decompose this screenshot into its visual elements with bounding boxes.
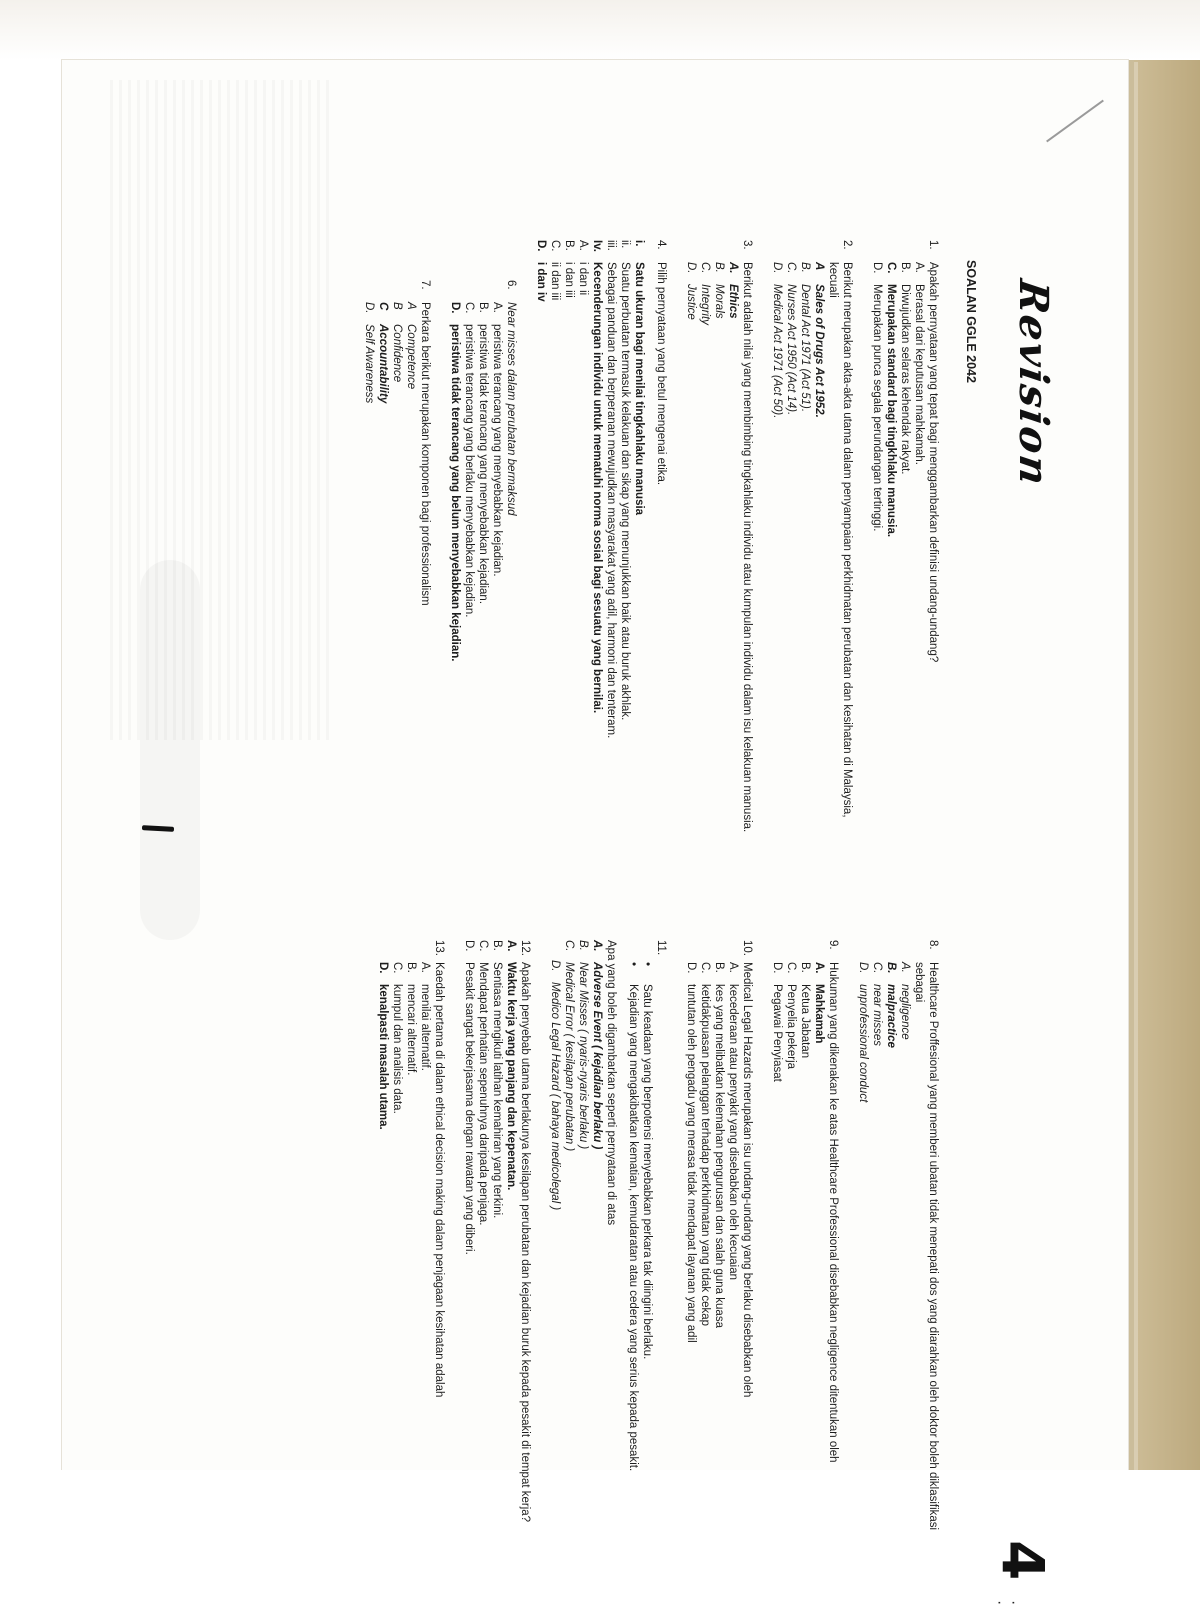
option-c: C. ii dan iii	[549, 240, 561, 301]
question-number: 7.	[419, 280, 431, 290]
question-number: 3.	[741, 240, 753, 250]
handwritten-page-mark: 4	[989, 1540, 1057, 1581]
option-b: B. Near Misses ( nyaris-nyaris berlaku )	[577, 940, 589, 1150]
question-13	[376, 940, 446, 1560]
option-c: C. near misses	[871, 962, 883, 1046]
rotated-page-content	[0, 240, 1057, 1620]
question-text: Perkara berikut merupakan komponen bagi professionalism	[419, 302, 431, 606]
question-text: Medical Legal Hazards merupakan isu undang-undang yang berlaku disebabkan oleh	[741, 962, 753, 1398]
option-b: B. malpractice	[885, 962, 897, 1048]
handwritten-title: Revision	[1010, 276, 1057, 490]
question-number: 4.	[655, 240, 667, 250]
option-c: C Accountability	[377, 302, 389, 404]
question-text: Berikut adalah nilai yang membimbing tingkahlaku individu atau kumpulan individu dalam isu kelakuan manusia.	[741, 262, 753, 833]
option-a: A. peristiwa terancang yang menyebabkan kejadian.	[491, 302, 503, 577]
question-text: Pilih pernyataan yang betul mengenai etika.	[655, 262, 667, 486]
option-b: B. Sentiasa mengikuti latihan kemahiran yang terkini.	[491, 940, 503, 1219]
question-4	[534, 240, 668, 840]
option-a: A. Mahkamah	[813, 962, 825, 1044]
question-number: 13.	[433, 940, 445, 956]
option-c: C. ketidakpuasan pelanggan terhadap perkhidmatan yang tidak cekap	[699, 962, 711, 1327]
option-d: D. unprofessional conduct	[857, 962, 869, 1103]
option-c: C. Mendapat perhatian sepenuhnya daripada penjaga.	[477, 940, 489, 1226]
option-a: A. Adverse Event ( kejadian berlaku )	[591, 940, 603, 1150]
question-8	[856, 940, 940, 1560]
question-number: 8.	[927, 940, 939, 950]
question-9	[770, 940, 840, 1560]
option-b: B. peristiwa tidak terancang yang menyebabkan kejadian.	[477, 302, 489, 605]
option-c: C. Penyelia pekerja	[785, 962, 797, 1070]
bullet-1: • Satu keadaan yang berpotensi menyebabkan perkara tak diingini berlaku.	[641, 962, 653, 1360]
option-d: D. peristiwa tidak terancang yang belum menyebabkan kejadian.	[449, 302, 461, 662]
question-number: 1.	[927, 240, 939, 250]
exam-title: SOALAN GGLE 2042	[964, 260, 978, 383]
question-text: Apakah penyebab utama berlakunya kesilapan perubatan dan kejadian buruk kepada pesakit di tempat kerja?	[519, 962, 531, 1523]
question-11	[548, 940, 668, 1560]
question-text: Kaedah pertama di dalam ethical decision making dalam penjagaan kesihatan adalah	[433, 962, 445, 1398]
option-c: C. Integrity	[699, 262, 711, 325]
question-7	[362, 280, 432, 840]
option-a: A. negligence	[899, 962, 911, 1040]
ink-dots: · ·	[991, 1600, 1022, 1610]
option-b: B Confidence	[391, 302, 403, 383]
statement-i: i. Satu ukuran bagi menilai tingkahlaku manusia	[633, 240, 645, 516]
option-b: B. i dan iii	[563, 240, 575, 298]
option-c: C. Medical Error ( kesilapan perubatan )	[563, 940, 575, 1152]
option-c: C. Nurses Act 1950 (Act 14).	[785, 262, 797, 416]
option-c: C. peristiwa terancang yang berlaku menyebabkan kejadian.	[463, 302, 475, 618]
question-1	[870, 240, 940, 840]
question-2	[770, 240, 854, 840]
question-text: Near misses dalam perubatan bermaksud	[505, 302, 517, 516]
option-d: D. i dan iv	[535, 240, 547, 302]
option-d: D. kenalpasti masalah utama.	[377, 962, 389, 1130]
option-a: A. kecederaan atau penyakit yang disebabkan oleh kecuaian	[727, 962, 739, 1281]
option-d: D. Pegawai Penyiasat	[771, 962, 783, 1082]
scan-top-margin	[0, 0, 1200, 60]
option-b: B. mencari alternatif.	[405, 962, 417, 1076]
option-a: A Competence	[405, 302, 417, 390]
option-a: A. Waktu kerja yang panjang dan kepenatan.	[505, 940, 517, 1191]
option-d: D. Justice	[685, 262, 697, 320]
option-a: A. Ethics	[727, 262, 739, 319]
option-b: B. Ketua Jabatan	[799, 962, 811, 1059]
question-number: 11.	[655, 940, 667, 956]
option-d: D. tuntutan oleh pengadu yang merasa tidak mendapat layanan yang adil	[685, 962, 697, 1343]
left-column	[346, 240, 940, 840]
option-b: B. Dental Act 1971 (Act 51).	[799, 262, 811, 413]
option-a: A Sales of Drugs Act 1952.	[813, 262, 825, 418]
option-b: B. Morals	[713, 262, 725, 319]
question-12	[462, 940, 532, 1560]
bullet-2: • Kejadian yang mengakibatkan kematian, kemudaratan atau cedera yang serius kepada pesakit.	[627, 962, 639, 1472]
question-text: Berikut merupakan akta-akta utama dalam penyampaian perkhidmatan perubatan dan kesihatan di Malaysia, kecuali	[827, 262, 853, 818]
statement-iii: iii. Sebagai panduan dan berperanan mewujudkan masyarakat yang adil, harmoni dan tenteram.	[605, 240, 617, 739]
option-a: A. i dan ii	[577, 240, 589, 296]
question-3	[684, 240, 754, 840]
question-10	[684, 940, 754, 1560]
option-d: D. Medico Legal Hazard ( bahaya medicolegal )	[549, 960, 561, 1211]
question-text: Apakah pernyataan yang tepat bagi menggambarkan definisi undang-undang?	[927, 262, 939, 663]
option-d: D. Medical Act 1971 (Act 50).	[771, 262, 783, 419]
option-c: C. kumpul dan analisis data.	[391, 962, 403, 1114]
option-c: C. Merupakan standard bagi tingkhlaku manusia.	[885, 262, 897, 538]
question-text: Hukuman yang dikenakan ke atas Healthcare Professional disebabkan negligence ditentukan oleh	[827, 962, 839, 1463]
option-d: D. Self Awareness	[363, 302, 375, 404]
option-d: D. Merupakan punca segala perundangan tertinggi.	[871, 262, 883, 532]
right-column	[360, 940, 940, 1560]
question-text: Healthcare Proffesional yang memberi ubatan tidak menepati dos yang diarahkan oleh doktor boleh diklasifikasi sebagai	[913, 962, 939, 1531]
option-a: A. Berasal dari keputusan mahkamah.	[913, 262, 925, 465]
question-number: 10.	[741, 940, 753, 956]
question-number: 2.	[841, 240, 853, 250]
question-number: 9.	[827, 940, 839, 950]
statement-iv: Iv. Kecenderungan individu untuk mematuhi norma sosial bagi sesuatu yang bernilai.	[591, 240, 603, 714]
option-b: B. kes yang melibatkan kelemahan pengurusan dan salah guna kuasa	[713, 962, 725, 1328]
question-lead: Apa yang boleh digambarkan seperti pernyataan di atas	[605, 940, 617, 1226]
question-number: 12.	[519, 940, 531, 956]
question-text	[654, 962, 668, 1560]
question-6	[448, 280, 518, 840]
question-number: 6.	[505, 280, 517, 290]
option-a: A. menilai alternatif.	[419, 962, 431, 1071]
statement-ii: ii. Suatu perbuatan termasuk kelakuan dan sikap yang menunjukkan baik atau buruk akhlak.	[619, 240, 631, 721]
option-d: D. Pesakit sangat bekerjasama dengan rawatan yang diberi.	[463, 940, 475, 1255]
option-b: B. Diwujudkan selaras kehendak rakyat.	[899, 262, 911, 475]
